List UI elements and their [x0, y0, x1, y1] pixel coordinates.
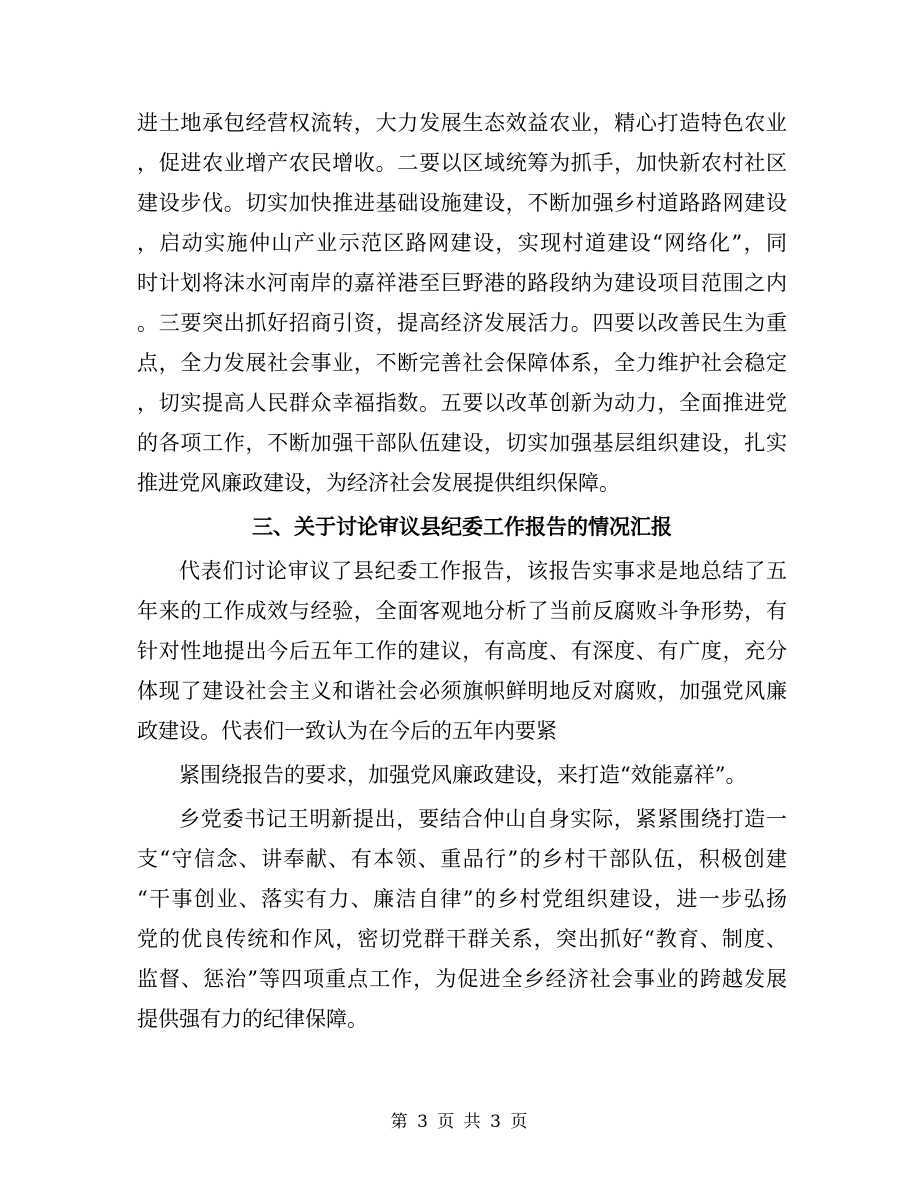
- text-line: 进土地承包经营权流转，大力发展生态效益农业，精心打造特色农业: [137, 111, 787, 135]
- text-line: 建设步伐。切实加快推进基础设施建设，不断加强乡村道路路网建设: [137, 191, 787, 215]
- text-line: 体现了建设社会主义和谐社会必须旗帜鲜明地反对腐败，加强党风廉: [137, 679, 787, 703]
- text-line: 推进党风廉政建设，为经济社会发展提供组织保障。: [137, 471, 620, 495]
- text-line: 紧围绕报告的要求，加强党风廉政建设，来打造“效能嘉祥”。: [179, 763, 747, 787]
- text-line: 。三要突出抓好招商引资，提高经济发展活力。四要以改善民生为重: [137, 311, 787, 335]
- text-line: “干事创业、落实有力、廉洁自律”的乡村党组织建设，进一步弘扬: [137, 887, 787, 911]
- text-line: 提供强有力的纪律保障。: [137, 1007, 368, 1031]
- text-line: 针对性地提出今后五年工作的建议，有高度、有深度、有广度，充分: [137, 639, 787, 663]
- text-line: 监督、惩治”等四项重点工作，为促进全乡经济社会事业的跨越发展: [137, 967, 787, 991]
- text-line: 政建设。代表们一致认为在今后的五年内要紧: [137, 719, 557, 743]
- text-line: 年来的工作成效与经验，全面客观地分析了当前反腐败斗争形势，有: [137, 599, 787, 623]
- text-line: 代表们讨论审议了县纪委工作报告，该报告实事求是地总结了五: [179, 559, 787, 583]
- text-line: 的各项工作，不断加强干部队伍建设，切实加强基层组织建设，扎实: [137, 431, 787, 455]
- text-line: 党的优良传统和作风，密切党群干群关系，突出抓好“教育、制度、: [137, 927, 787, 951]
- text-line: ，启动实施仲山产业示范区路网建设，实现村道建设“网络化”，同: [137, 231, 787, 255]
- text-line: 支“守信念、讲奉献、有本领、重品行”的乡村干部队伍，积极创建: [137, 847, 787, 871]
- text-line: ，促进农业增产农民增收。二要以区域统筹为抓手，加快新农村社区: [137, 151, 787, 175]
- page-number-footer: 第 3 页 共 3 页: [390, 1112, 530, 1132]
- text-line: 时计划将沫水河南岸的嘉祥港至巨野港的路段纳为建设项目范围之内: [137, 271, 787, 295]
- section-heading: 三、关于讨论审议县纪委工作报告的情况汇报: [252, 514, 672, 539]
- text-line: 乡党委书记王明新提出，要结合仲山自身实际，紧紧围绕打造一: [179, 807, 787, 831]
- text-line: 点，全力发展社会事业，不断完善社会保障体系，全力维护社会稳定: [137, 351, 787, 375]
- text-line: ，切实提高人民群众幸福指数。五要以改革创新为动力，全面推进党: [137, 391, 787, 415]
